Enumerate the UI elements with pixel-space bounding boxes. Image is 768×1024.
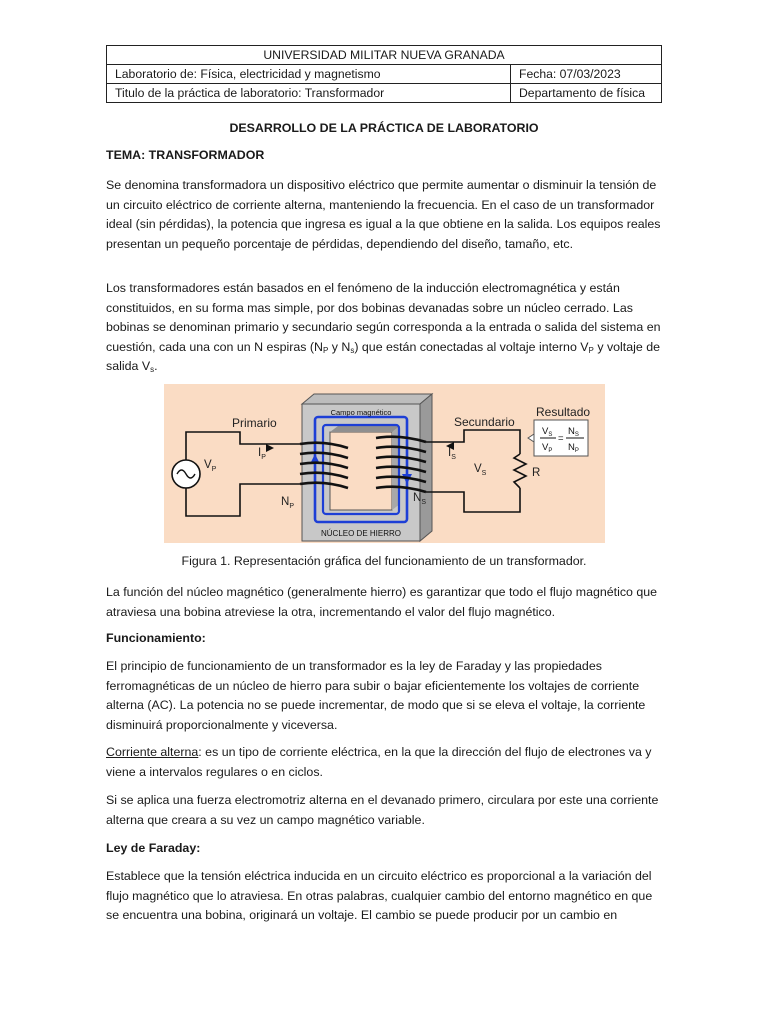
result-equation (528, 420, 588, 456)
lab-label: Laboratorio de: Física, electricidad y magnetismo (107, 65, 511, 84)
svg-text:VP: $V_P$ (542, 442, 553, 454)
ns-label: $N_S$ (413, 492, 426, 506)
ip-label: $I_P$ (258, 447, 266, 461)
ip-arrow-icon (266, 444, 274, 452)
induction-paragraph: Los transformadores están basados en el fenómeno de la inducción electromagnética y están constituidos, en su forma mas simple, por dos bobinas devanadas sobre un núcleo cerrado. Las bobinas se denominan primario y secundario según corresponda a la entrada o salida del sistema en cuestión, cada una con un N espiras ($N_P$ y $N_s$) que están conectadas al voltaje interno $V_P$ y voltaje de salida $V_s$. (106, 281, 661, 374)
tema-heading: TEMA: TRANSFORMADOR (106, 148, 265, 162)
secundario-label: Secundario (454, 415, 515, 429)
date-label: Fecha: 07/03/2023 (511, 65, 662, 84)
header-table (106, 45, 662, 103)
vs-label: $V_S$ (474, 463, 487, 477)
department-label: Departamento de física (511, 84, 662, 103)
faraday-heading: Ley de Faraday: (106, 841, 201, 855)
figure-caption: Figura 1. Representación gráfica del funcionamiento de un transformador. (181, 554, 587, 568)
svg-text:VS: $V_S$ (542, 426, 553, 438)
svg-text:NP: $N_P$ (568, 442, 579, 454)
r-label: R (532, 467, 541, 479)
corriente-paragraph: Corriente alterna: es un tipo de corriente eléctrica, en la que la dirección del flujo de electrones va y viene a intervalos regulares o en ciclos. (106, 745, 652, 779)
university-name: UNIVERSIDAD MILITAR NUEVA GRANADA (107, 46, 662, 65)
nucleo-label: NÚCLEO DE HIERRO (320, 529, 402, 538)
svg-text:=: = (558, 433, 564, 444)
practice-title: Titulo de la práctica de laboratorio: Transformador (107, 84, 511, 103)
campo-label: Campo magnético (330, 408, 392, 417)
resultado-label: Resultado (536, 405, 591, 419)
is-label: $I_S$ (448, 447, 456, 461)
intro-paragraph: Se denomina transformadora un dispositivo eléctrico que permite aumentar o disminuir la tensión de un circuito eléctrico de corriente alterna, manteniendo la frecuencia. En el caso de un transformador ideal (sin pérdidas), la potencia que ingresa es igual a la que obtiene en la salida. Los equipos reales presentan un pequeño porcentaje de pérdidas, dependiendo del diseño, tamaño, etc. (106, 178, 661, 251)
funcionamiento-paragraph: El principio de funcionamiento de un transformador es la ley de Faraday y las propiedades ferromagnéticas de un núcleo de hierro para subir o bajar eficientemente los voltajes de corriente alterna (AC). La potencia no se puede incrementar, de modo que si se eleva el voltaje, la corriente disminuirá proporcionalmente y viceversa. (106, 659, 646, 732)
faraday-paragraph: Establece que la tensión eléctrica inducida en un circuito eléctrico es proporcional a la variación del flujo magnético que lo atraviesa. En otras palabras, cualquier cambio del entorno magnético en que se encuentra una bobina, originará un voltaje. El cambio se puede producir por un cambio en (106, 869, 653, 922)
core-paragraph: La función del núcleo magnético (generalmente hierro) es garantizar que todo el flujo magnético que atraviesa una bobina atreviese la otra, incrementando el valor del flujo magnético. (106, 585, 658, 619)
resistor-icon (514, 454, 526, 488)
vp-label: $V_P$ (204, 459, 217, 473)
corriente-term: Corriente alterna (106, 745, 199, 759)
transformer-figure (164, 384, 605, 543)
transformer-diagram (164, 384, 605, 543)
primario-label: Primario (232, 416, 277, 430)
np-label: $N_P$ (281, 496, 294, 510)
svg-text:NS: $N_S$ (568, 426, 579, 438)
funcionamiento-heading: Funcionamiento: (106, 631, 206, 645)
section-title: DESARROLLO DE LA PRÁCTICA DE LABORATORIO (229, 121, 539, 135)
fem-paragraph: Si se aplica una fuerza electromotriz alterna en el devanado primero, circulara por este una corriente alterna que creara a su vez un campo magnético variable. (106, 793, 659, 827)
